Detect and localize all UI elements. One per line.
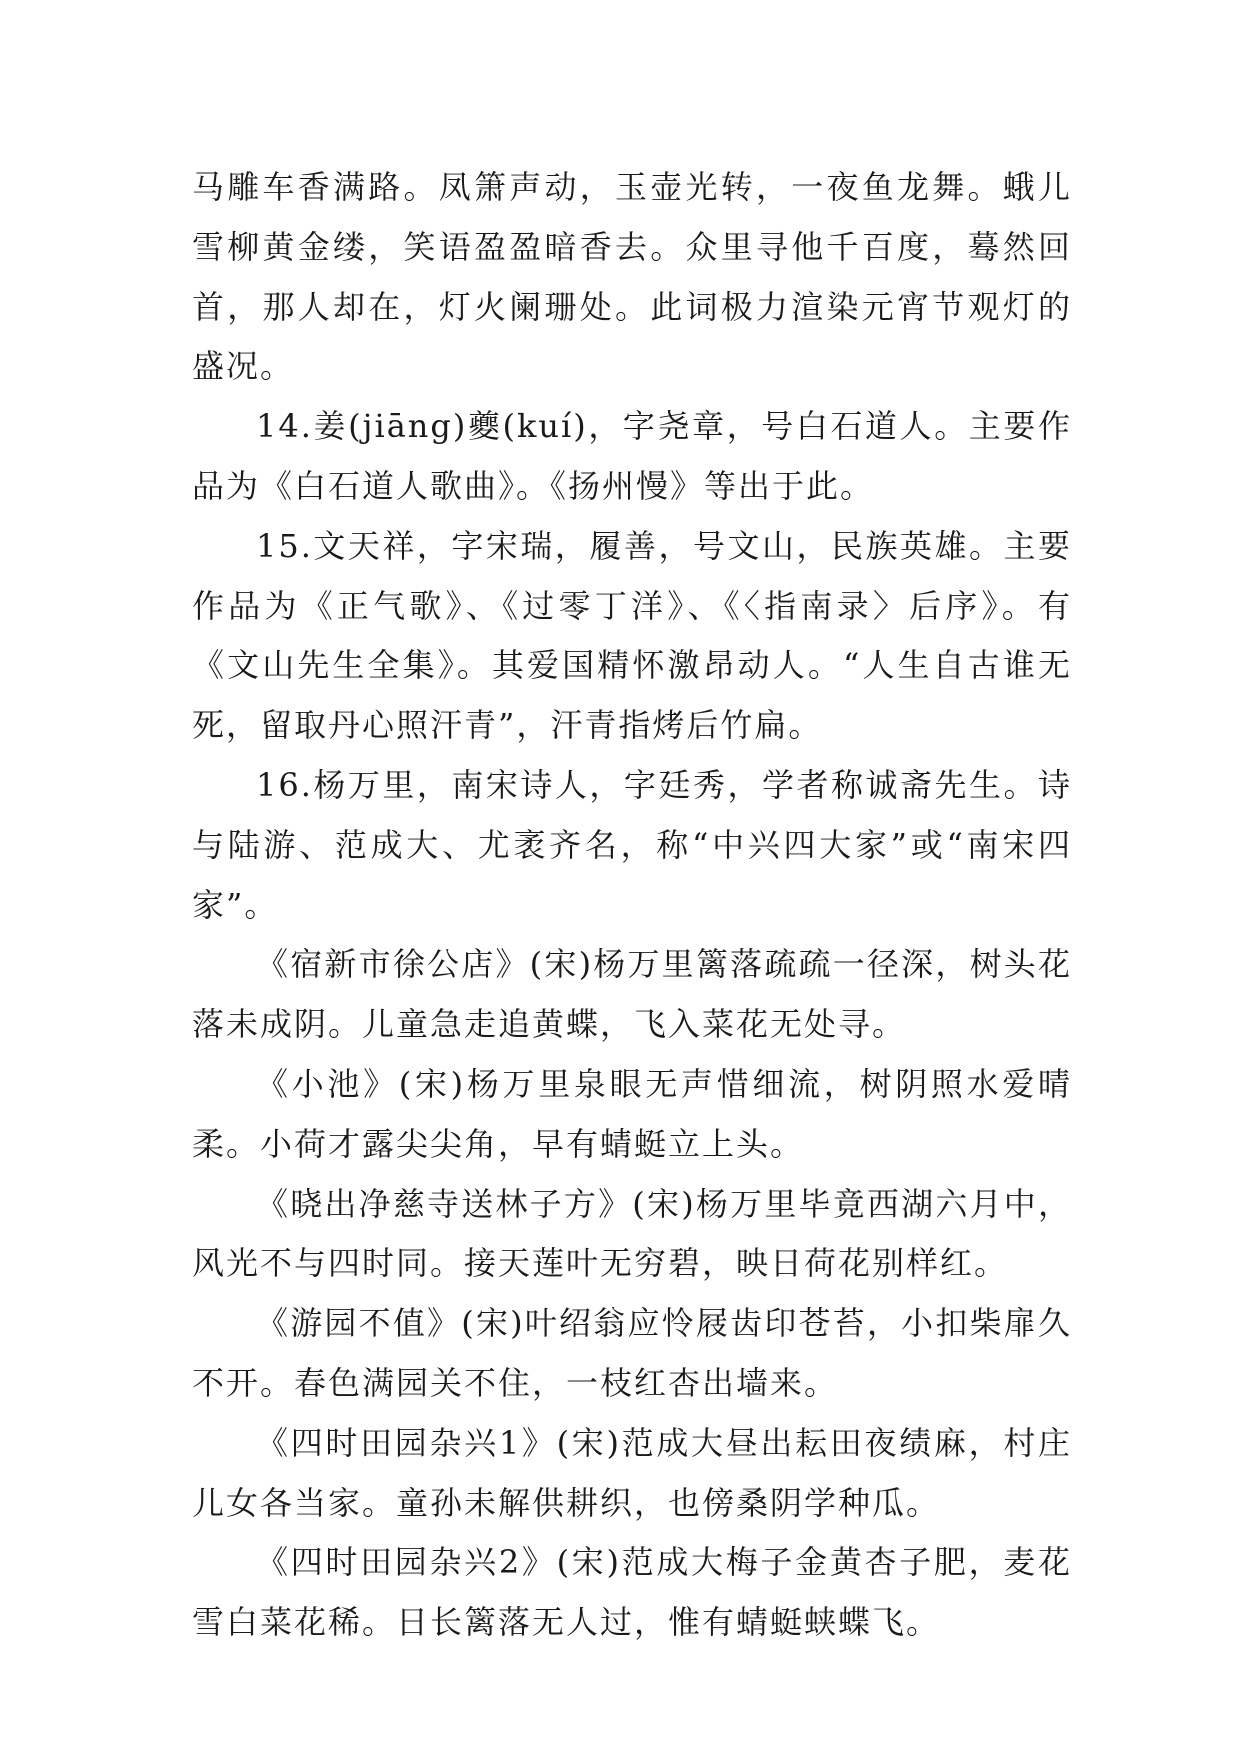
body-text [192, 158, 1072, 1653]
paragraph-item-15: 15.文天祥，字宋瑞，履善，号文山，民族英雄。主要作品为《正气歌》、《过零丁洋》、《〈指南录〉后序》。有《文山先生全集》。其爱国精怀激昂动人。“人生自古谁无死，留取丹心照汗青”，汗青指烤后竹扁。 [192, 526, 1072, 745]
poem-paragraph: 《小池》(宋)杨万里泉眼无声惜细流，树阴照水爱晴柔。小荷才露尖尖角，早有蜻蜓立上头。 [192, 1064, 1072, 1163]
poem-paragraph: 《晓出净慈寺送林子方》(宋)杨万里毕竟西湖六月中，风光不与四时同。接天莲叶无穷碧，映日荷花别样红。 [192, 1184, 1072, 1283]
paragraph-item-16: 16.杨万里，南宋诗人，字廷秀，学者称诚斋先生。诗与陆游、范成大、尤袤齐名，称“中兴四大家”或“南宋四家”。 [192, 765, 1072, 924]
poem-paragraph: 《四时田园杂兴1》(宋)范成大昼出耘田夜绩麻，村庄儿女各当家。童孙未解供耕织，也傍桑阴学种瓜。 [192, 1423, 1072, 1522]
poem-paragraph: 《四时田园杂兴2》(宋)范成大梅子金黄杏子肥，麦花雪白菜花稀。日长篱落无人过，惟有蜻蜓蛱蝶飞。 [192, 1543, 1072, 1642]
poem-paragraph: 《宿新市徐公店》(宋)杨万里篱落疏疏一径深，树头花落未成阴。儿童急走追黄蝶，飞入菜花无处寻。 [192, 945, 1072, 1044]
paragraph-item-14: 14.姜(jiāng)夔(kuí)，字尧章，号白石道人。主要作品为《白石道人歌曲》。《扬州慢》等出于此。 [192, 407, 1072, 505]
paragraph-continuation: 马雕车香满路。凤箫声动，玉壶光转，一夜鱼龙舞。蛾儿雪柳黄金缕，笑语盈盈暗香去。众里寻他千百度，蓦然回首，那人却在，灯火阑珊处。此词极力渲染元宵节观灯的盛况。 [192, 168, 1072, 386]
poem-paragraph: 《游园不值》(宋)叶绍翁应怜屐齿印苍苔，小扣柴扉久不开。春色满园关不住，一枝红杏出墙来。 [192, 1304, 1072, 1402]
